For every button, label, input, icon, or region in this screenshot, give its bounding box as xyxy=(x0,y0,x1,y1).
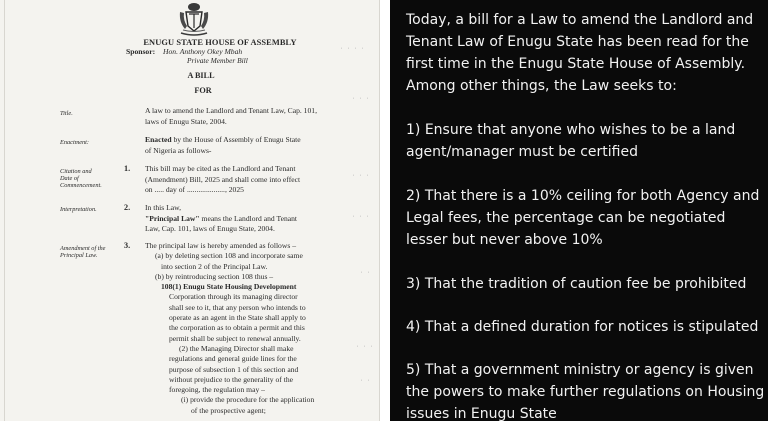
amendment-line: shall see to it, that any person who intends to xyxy=(169,302,306,312)
interpretation-line: In this Law, xyxy=(145,203,181,212)
amendment-line: of the prospective agent; xyxy=(191,405,266,415)
post-point-1-line: agent/manager must be certified xyxy=(406,144,638,160)
scan-mark: · · · xyxy=(352,173,370,179)
scan-mark: · · · xyxy=(352,96,370,102)
margin-enactment: Enactment: xyxy=(60,139,90,146)
section-number-2: 2. xyxy=(124,203,131,212)
enactment-line: of Nigeria as follows- xyxy=(145,145,212,155)
post-point-2-line: lesser but never above 10% xyxy=(406,232,603,248)
for-heading: FOR xyxy=(194,86,212,95)
post-intro-line: Among other things, the Law seeks to: xyxy=(406,78,677,94)
amendment-line: purpose of subsection 1 of this section and xyxy=(169,364,299,374)
citation-line: (Amendment) Bill, 2025 and shall come into effect xyxy=(145,174,301,184)
amendment-line: (i) provide the procedure for the application xyxy=(181,395,315,405)
amendment-line: Corporation through its managing director xyxy=(169,292,298,302)
sponsor-line xyxy=(126,47,242,56)
post-point-4-line: 4) That a defined duration for notices is stipulated xyxy=(406,319,759,335)
house-of-assembly-heading: ENUGU STATE HOUSE OF ASSEMBLY xyxy=(143,38,297,47)
amendment-line: without prejudice to the generality of the xyxy=(169,374,293,384)
amendment-line: operate as an agent in the State shall apply to xyxy=(169,313,306,323)
sponsor-name: Hon. Anthony Okey Mbah xyxy=(163,47,243,56)
amendment-line: permit shall be subject to renewal annually. xyxy=(169,333,301,343)
post-point-5-line: 5) That a government ministry or agency is given xyxy=(406,362,754,378)
title-line: A law to amend the Landlord and Tenant Law, Cap. 101, xyxy=(145,106,317,115)
amendment-line: The principal law is hereby amended as follows – xyxy=(145,241,296,250)
amendment-line: the corporation as to obtain a permit and this xyxy=(169,323,305,333)
post-point-2-line: 2) That there is a 10% ceiling for both Agency and xyxy=(406,188,760,204)
a-bill-heading: A BILL xyxy=(187,71,215,80)
amendment-line: (a) by deleting section 108 and incorporate same xyxy=(155,251,303,261)
citation-line: on ..... day of ...................., 2025 xyxy=(145,185,244,195)
text-post xyxy=(390,0,768,421)
margin-amendment xyxy=(60,245,124,259)
post-point-5-line: issues in Enugu State xyxy=(406,406,557,421)
margin-citation xyxy=(60,168,124,190)
section-number-3: 3. xyxy=(124,241,131,250)
margin-amendment-line: Principal Law. xyxy=(60,252,98,260)
enactment-text xyxy=(145,135,370,156)
coat-of-arms-icon xyxy=(177,2,211,38)
section-number-1: 1. xyxy=(124,164,131,173)
amendment-line: into section 2 of the Principal Law. xyxy=(161,261,268,271)
sponsor-label: Sponsor: xyxy=(126,47,156,56)
margin-amendment-line: Amendment of the xyxy=(60,245,106,252)
scan-mark: · · · xyxy=(352,214,370,220)
post-point-2-line: Legal fees, the percentage can be negotiated xyxy=(406,210,726,226)
amendment-line: (b) by reintroducing section 108 thus – xyxy=(155,271,274,281)
scan-mark: · · · xyxy=(356,344,374,350)
post-intro-line: Today, a bill for a Law to amend the Landlord and xyxy=(406,12,754,28)
post-point-3-line: 3) That the tradition of caution fee be prohibited xyxy=(406,276,747,292)
post-intro-line: Tenant Law of Enugu State has been read for the xyxy=(406,34,749,50)
margin-citation-line: Commencement. xyxy=(60,182,102,190)
margin-citation-line: Citation and xyxy=(60,168,92,175)
citation-line: This bill may be cited as the Landlord and Tenant xyxy=(145,164,296,173)
post-point-1-line: 1) Ensure that anyone who wishes to be a land xyxy=(406,122,736,138)
scan-mark: · · · · xyxy=(340,46,365,52)
interpretation-line: means the Landlord and Tenant xyxy=(199,213,298,223)
scan-mark: · · xyxy=(360,270,371,276)
scan-mark: · · xyxy=(360,378,371,384)
title-text xyxy=(145,106,370,127)
amendment-line: regulations and general guide lines for the xyxy=(169,354,297,364)
enactment-line: by the House of Assembly of Enugu State xyxy=(171,135,301,144)
image-divider xyxy=(380,0,390,421)
title-line: laws of Enugu State, 2004. xyxy=(145,116,227,126)
interpretation-text xyxy=(145,203,370,235)
enacted-word: Enacted xyxy=(145,135,172,144)
post-intro-line: first time in the Enugu State House of Assembly. xyxy=(406,56,746,72)
post-point-5-line: the powers to make further regulations on Housing xyxy=(406,384,765,400)
margin-citation-line: Date of xyxy=(60,175,79,183)
amendment-line: (2) the Managing Director shall make xyxy=(179,343,294,353)
citation-text xyxy=(145,164,370,196)
interpretation-line: Law, Cap. 101, laws of Enugu State, 2004. xyxy=(145,224,275,234)
principal-law-term: "Principal Law" xyxy=(145,213,200,223)
margin-interpretation: Interpretation. xyxy=(60,206,97,213)
bill-type: Private Member Bill xyxy=(187,56,248,65)
amendment-line: 108(1) Enugu State Housing Development xyxy=(161,282,297,292)
margin-title: Title. xyxy=(60,110,73,117)
amendment-text xyxy=(145,241,370,416)
amendment-line: foregoing, the regulation may – xyxy=(169,385,265,395)
